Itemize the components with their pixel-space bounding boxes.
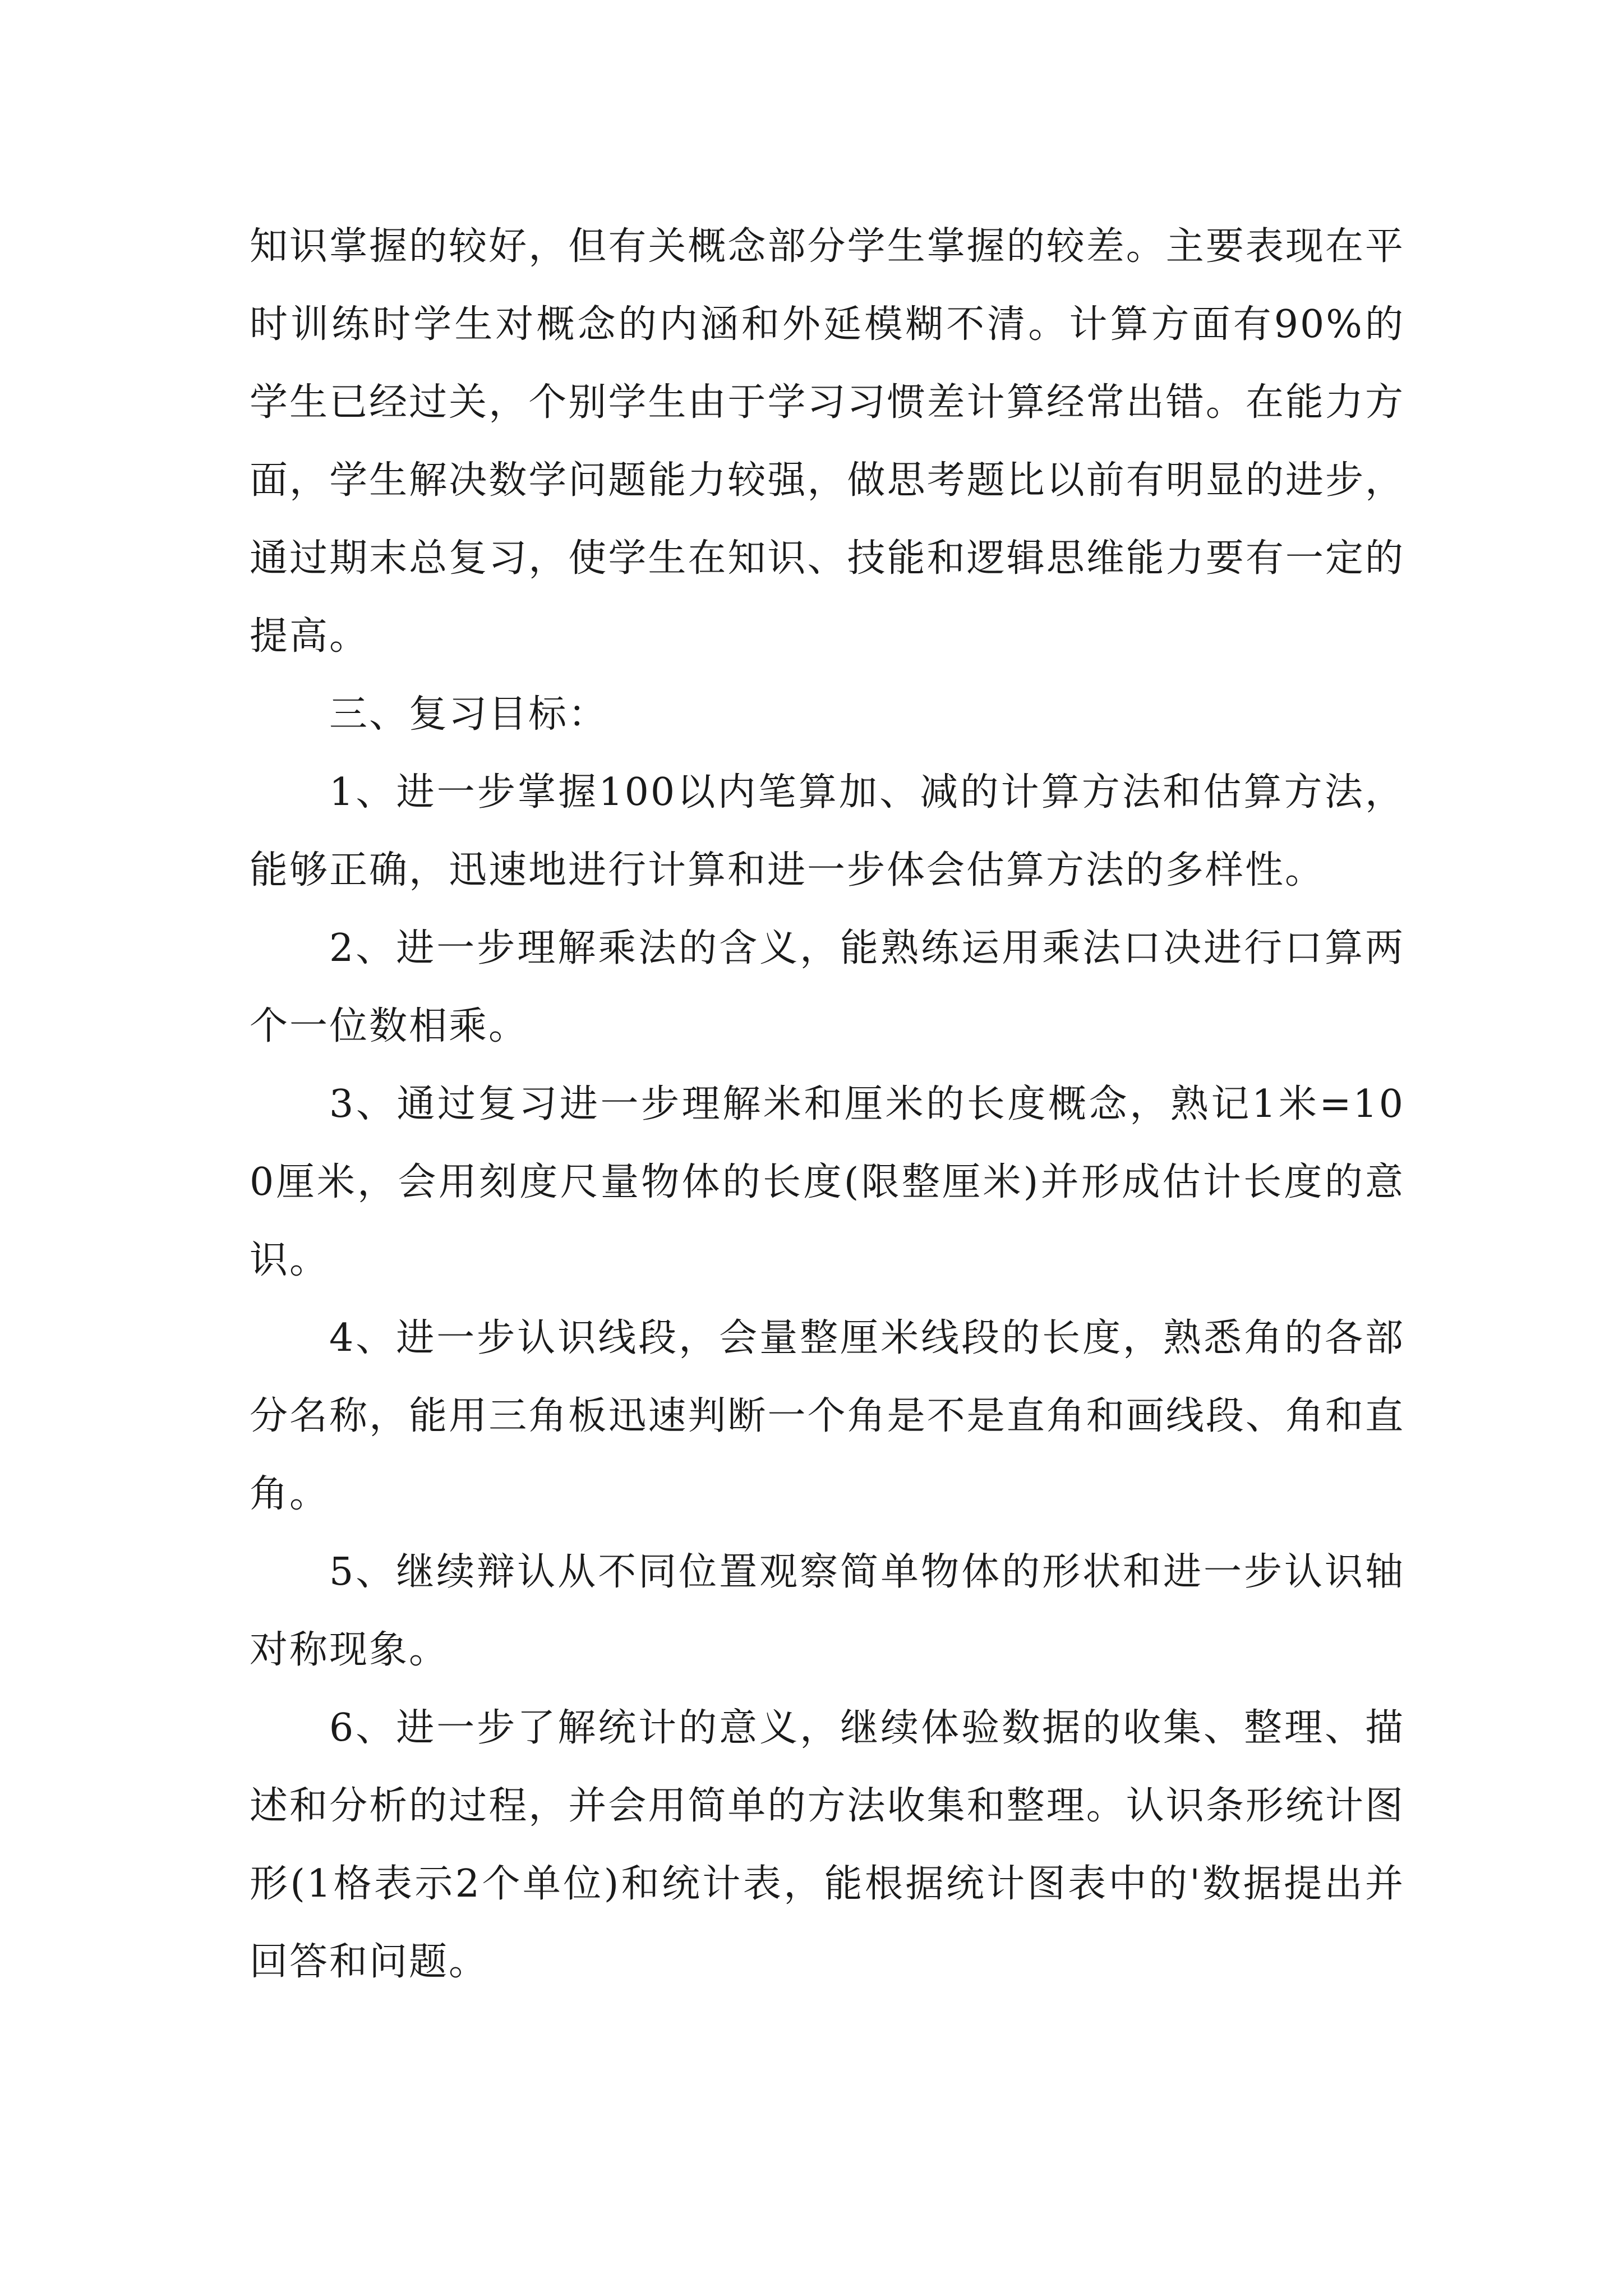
- review-goal-3: 3、通过复习进一步理解米和厘米的长度概念，熟记1米=100厘米，会用刻度尺量物体的长度(限整厘米)并形成估计长度的意识。: [250, 1082, 1405, 1282]
- review-goal-6: 6、进一步了解统计的意义，继续体验数据的收集、整理、描述和分析的过程，并会用简单的方法收集和整理。认识条形统计图形(1格表示2个单位)和统计表，能根据统计图表中的'数据提出并回答和问题。: [250, 1706, 1405, 1984]
- document-body: [250, 208, 1405, 2001]
- review-goal-5: 5、继续辩认从不同位置观察简单物体的形状和进一步认识轴对称现象。: [250, 1550, 1405, 1672]
- review-goal-2: 2、进一步理解乘法的含义，能熟练运用乘法口决进行口算两个一位数相乘。: [250, 926, 1405, 1048]
- paragraph-analysis: 知识掌握的较好，但有关概念部分学生掌握的较差。主要表现在平时训练时学生对概念的内涵和外延模糊不清。计算方面有90%的学生已经过关，个别学生由于学习习惯差计算经常出错。在能力方面，学生解决数学问题能力较强，做思考题比以前有明显的进步，通过期末总复习，使学生在知识、技能和逻辑思维能力要有一定的提高。: [250, 224, 1405, 659]
- section-heading-review-goals: 三、复习目标：: [329, 692, 608, 737]
- review-goal-4: 4、进一步认识线段，会量整厘米线段的长度，熟悉角的各部分名称，能用三角板迅速判断一个角是不是直角和画线段、角和直角。: [250, 1316, 1405, 1516]
- review-goal-1: 1、进一步掌握100以内笔算加、减的计算方法和估算方法，能够正确，迅速地进行计算和进一步体会估算方法的多样性。: [250, 770, 1405, 892]
